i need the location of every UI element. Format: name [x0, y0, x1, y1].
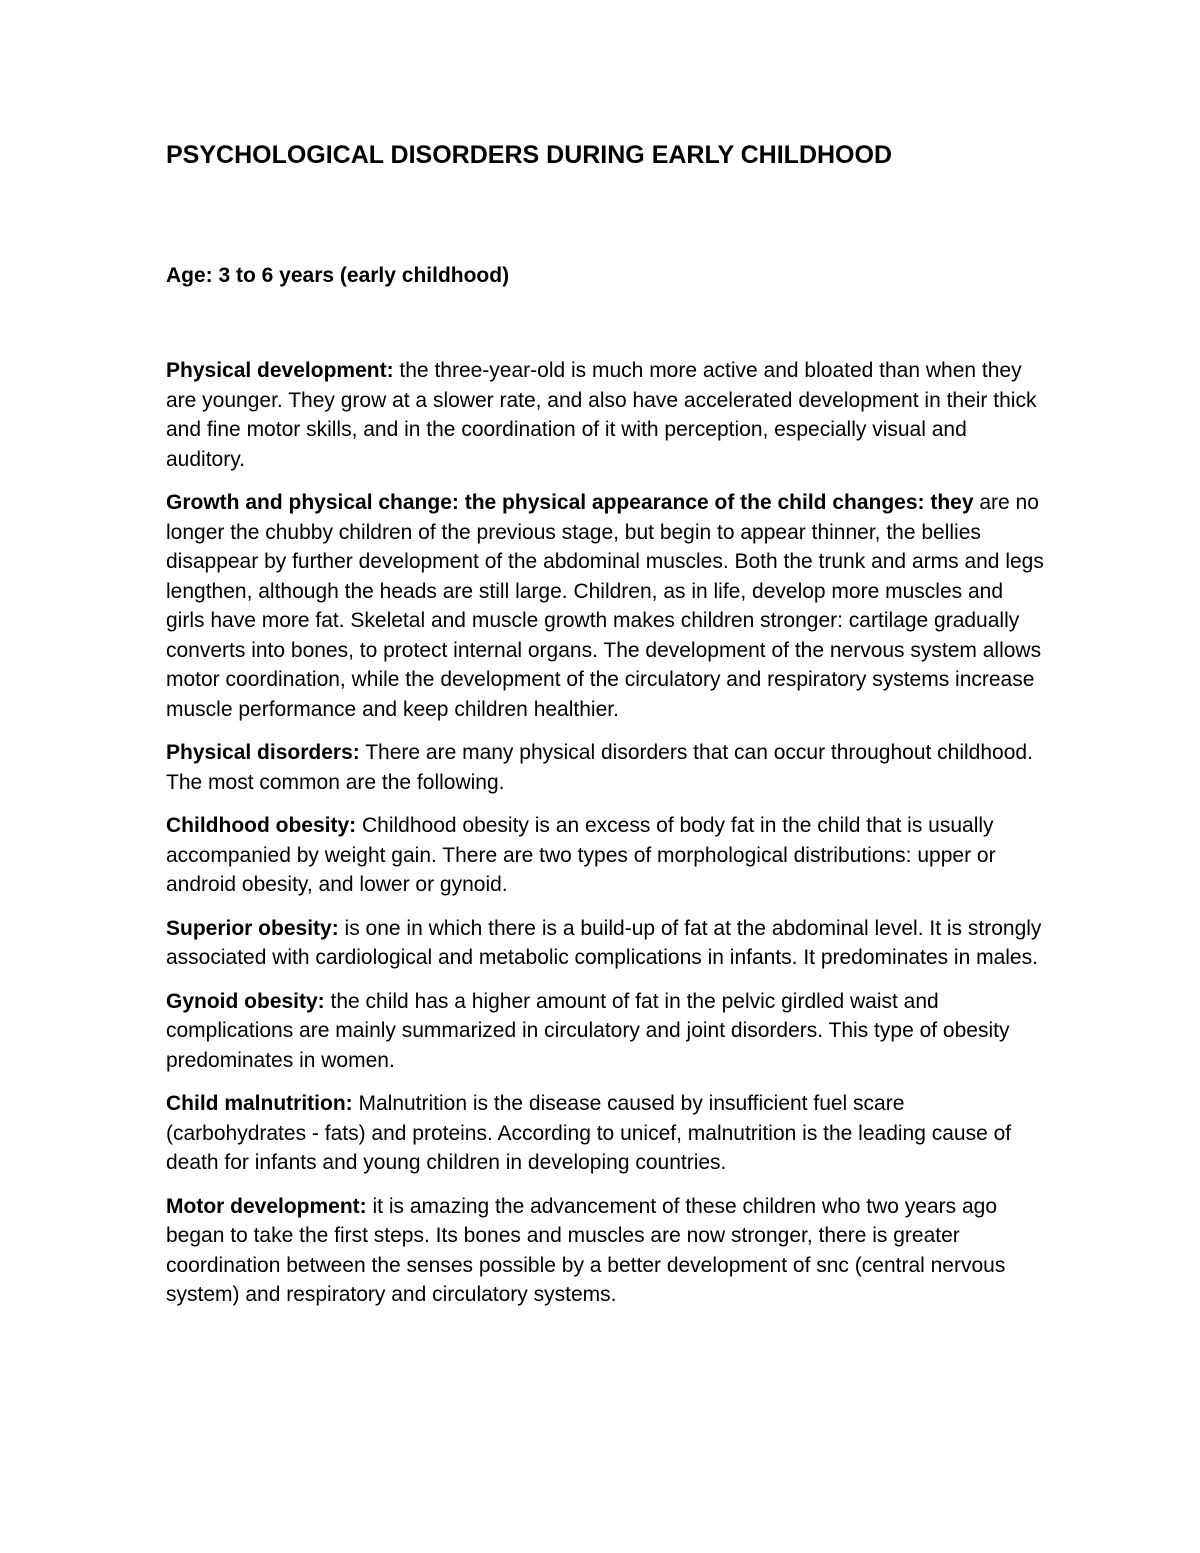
- paragraph-text: the three-year-old is much more active and bloated than when they are younger. They grow at a slower rate, and also have accelerated development in their thick and fine motor skills, and in the coordination of it with perception, especially visual and auditory.: [166, 359, 1037, 471]
- paragraph-motor-development: [166, 1192, 1046, 1310]
- term-label: Gynoid obesity:: [166, 989, 325, 1013]
- paragraph-growth-and-physical-change: [166, 488, 1046, 724]
- document-title: PSYCHOLOGICAL DISORDERS DURING EARLY CHILDHOOD: [166, 141, 893, 169]
- term-label: Child malnutrition:: [166, 1092, 353, 1115]
- term-label: Growth and physical change: the physical appearance of the child changes: they: [166, 491, 974, 514]
- term-label: Physical development:: [166, 359, 394, 382]
- age-range-line: Age: 3 to 6 years (early childhood): [166, 264, 510, 287]
- term-label: Superior obesity:: [166, 916, 339, 940]
- paragraph-text: Malnutrition is the disease caused by insufficient fuel scare (carbohydrates - fats) and proteins. According to unicef, malnutrition is the leading cause of death for infants and young children in developing countries.: [166, 1092, 1012, 1174]
- paragraph-child-malnutrition: [166, 1089, 1046, 1178]
- paragraph-physical-disorders: [166, 738, 1046, 797]
- term-label: Motor development:: [166, 1194, 367, 1218]
- document-body: [166, 356, 1046, 1310]
- paragraph-text: Childhood obesity is an excess of body fat in the child that is usually accompanied by weight gain. There are two types of morphological distributions: upper or android obesity, and lower or gynoid.: [166, 814, 996, 896]
- term-label: Physical disorders:: [166, 741, 360, 764]
- term-label: Childhood obesity:: [166, 814, 357, 837]
- paragraph-gynoid-obesity: [166, 987, 1046, 1076]
- paragraph-childhood-obesity: [166, 811, 1046, 900]
- paragraph-superior-obesity: [166, 914, 1046, 973]
- document-page: [166, 138, 1046, 1324]
- paragraph-text: There are many physical disorders that can occur throughout childhood. The most common are the following.: [166, 741, 1033, 794]
- paragraph-text: are no longer the chubby children of the previous stage, but begin to appear thinner, the bellies disappear by further development of the abdominal muscles. Both the trunk and arms and legs lengthen, although the heads are still large. Children, as in life, develop more muscles and girls have more fat. Skeletal and muscle growth makes children stronger: cartilage gradually converts into bones, to protect internal organs. The development of the nervous system allows motor coordination, while the development of the circulatory and respiratory systems increase muscle performance and keep children healthier.: [166, 491, 1044, 721]
- paragraph-text: is one in which there is a build-up of fat at the abdominal level. It is strongly associated with cardiological and metabolic complications in infants. It predominates in males.: [166, 916, 1042, 969]
- paragraph-physical-development: [166, 356, 1046, 474]
- paragraph-text: it is amazing the advancement of these children who two years ago began to take the first steps. Its bones and muscles are now stronger, there is greater coordination between the senses possible by a better development of snc (central nervous system) and respiratory and circulatory systems.: [166, 1194, 1006, 1306]
- paragraph-text: the child has a higher amount of fat in the pelvic girdled waist and complications are mainly summarized in circulatory and joint disorders. This type of obesity predominates in women.: [166, 989, 1010, 1072]
